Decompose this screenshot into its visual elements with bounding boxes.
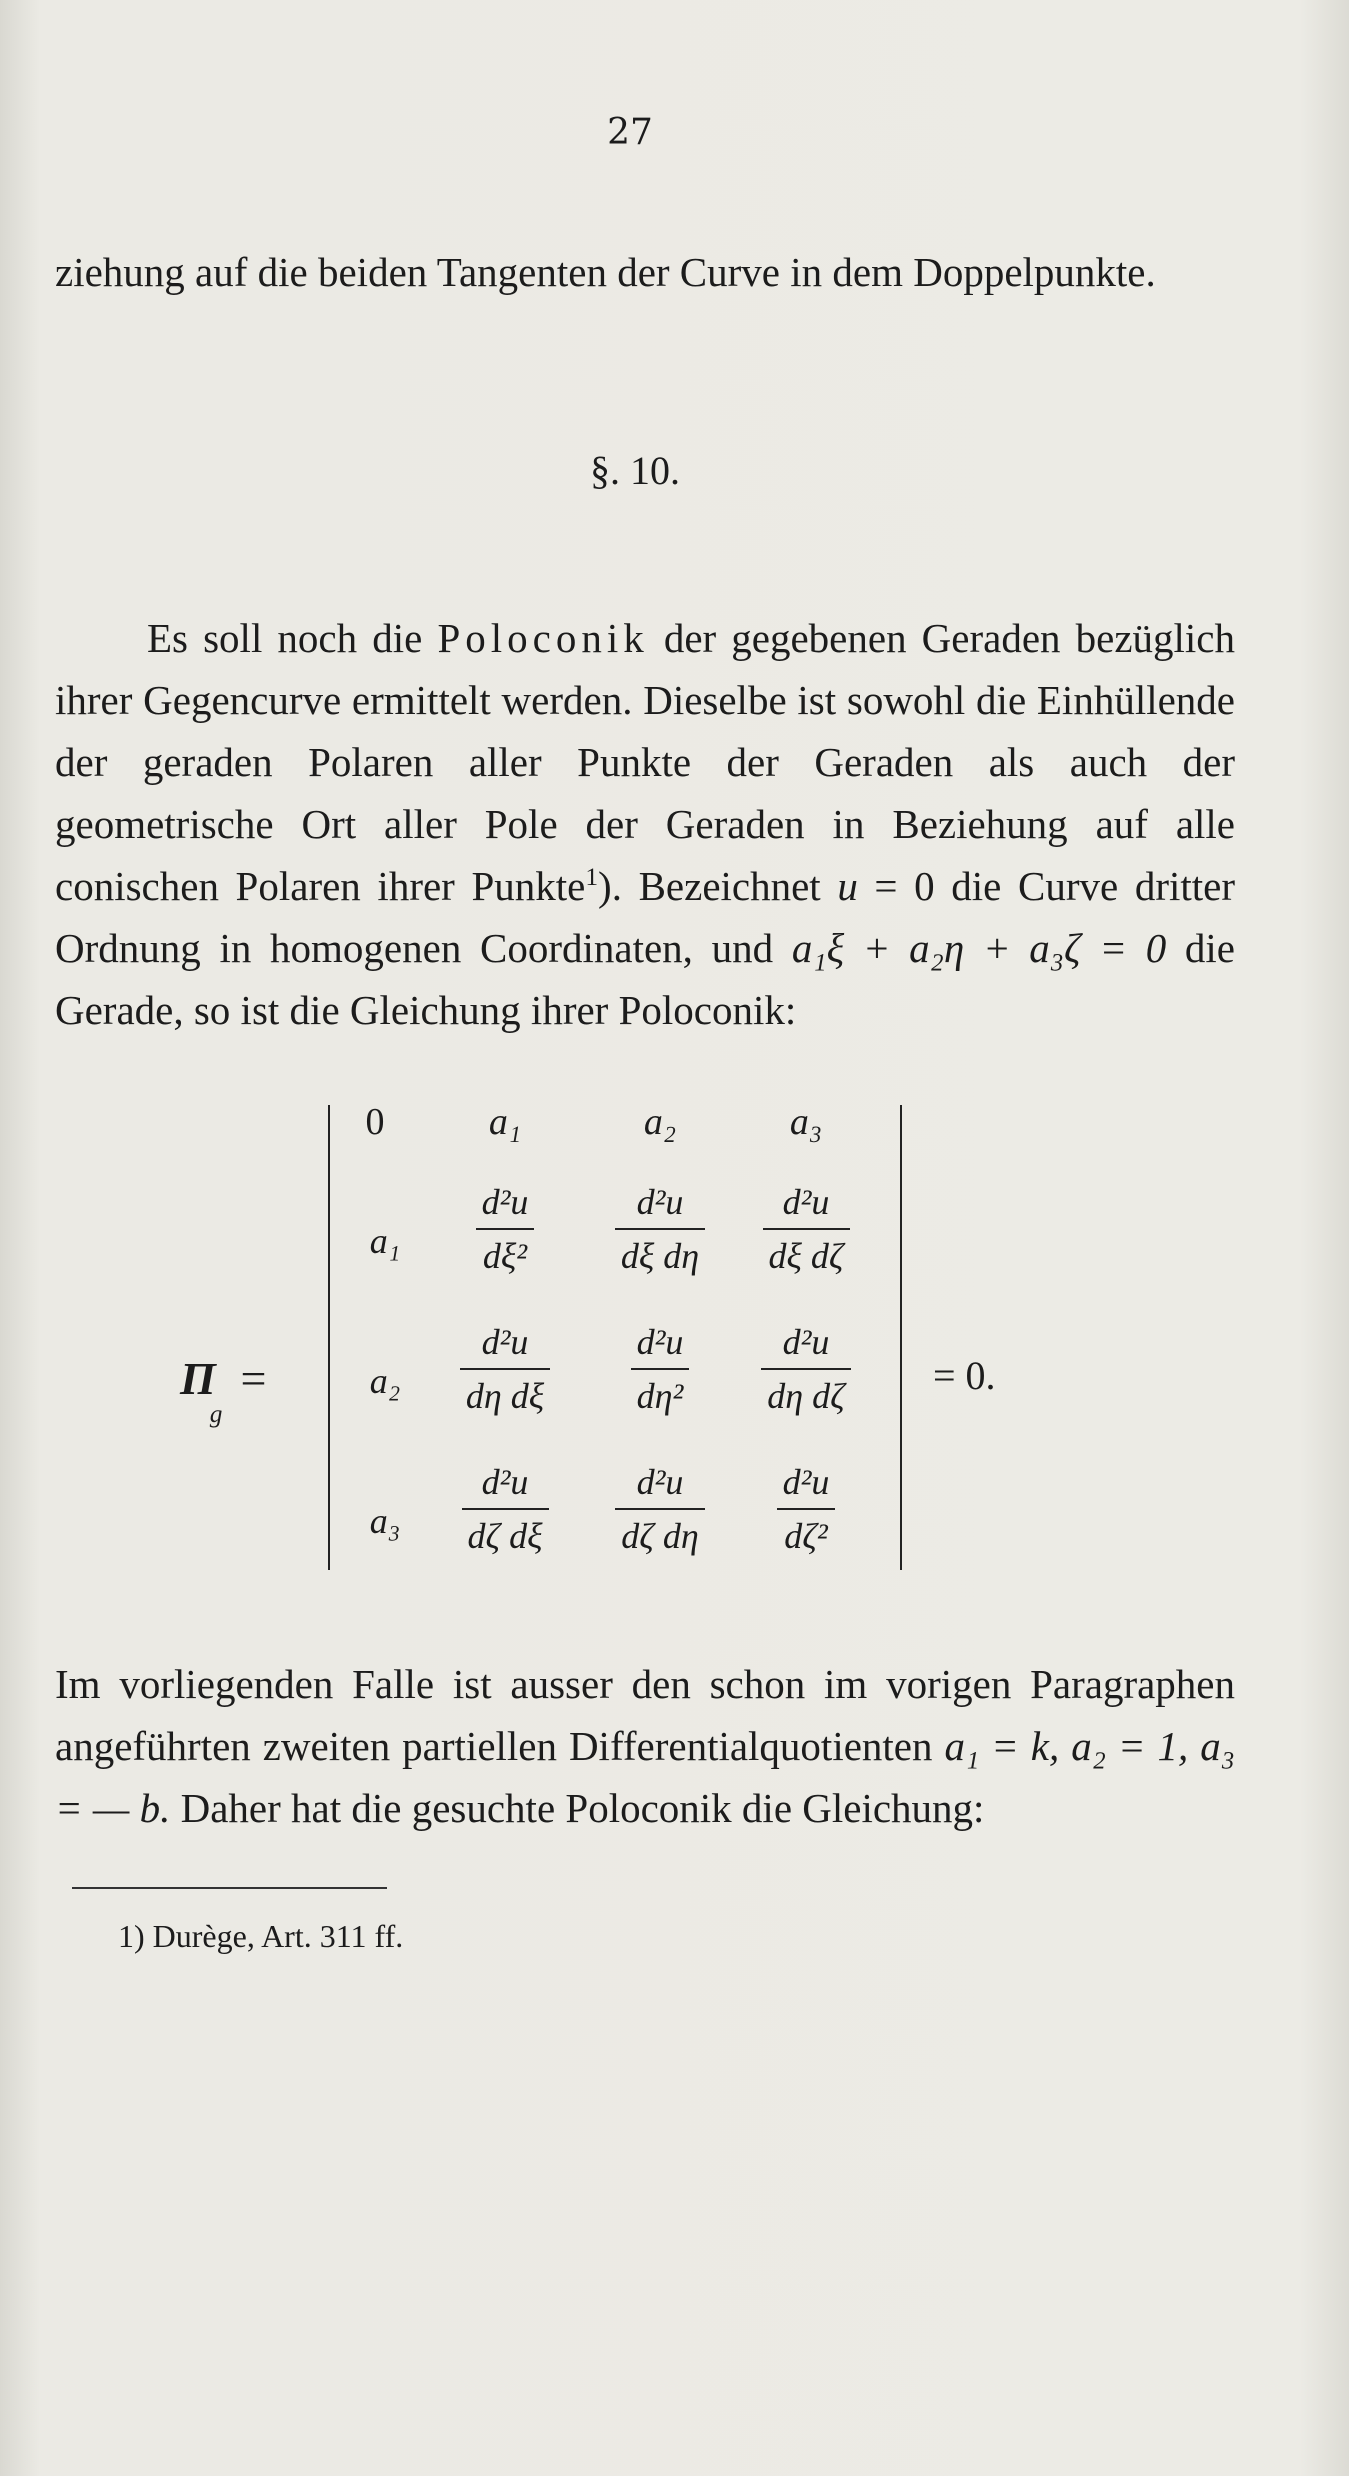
paragraph-text: ziehung auf die beiden Tangenten der Curve in dem Doppelpunkte. <box>55 249 1156 295</box>
fraction-numerator: d²u <box>615 1180 705 1230</box>
variable-u: u <box>837 863 858 909</box>
matrix-cell <box>435 1460 575 1558</box>
page-number: 27 <box>607 112 653 153</box>
matrix-cell <box>736 1320 876 1418</box>
fraction-denominator: dξ dη <box>620 1236 700 1276</box>
matrix-cell <box>590 1460 730 1558</box>
footnote-divider <box>72 1887 387 1889</box>
matrix-header-a1: a₁ <box>488 1101 522 1143</box>
fraction-numerator: d²u <box>777 1460 836 1510</box>
fraction-numerator: d²u <box>763 1180 850 1230</box>
matrix-cell <box>736 1180 876 1278</box>
equation-rhs: = 0. <box>933 1353 996 1398</box>
paragraph-conclusion <box>55 1653 1235 1839</box>
matrix-row-label-a1: a₁ <box>369 1221 401 1261</box>
matrix-row-label-a2: a₂ <box>369 1361 401 1401</box>
pi-subscript: g <box>209 1399 223 1428</box>
fraction-numerator: d²u <box>615 1460 704 1510</box>
footnote-marker: 1 <box>585 862 599 891</box>
matrix-cell <box>435 1180 575 1278</box>
line-equation: a₁ξ + a₂η + a₃ζ = 0 <box>791 925 1167 971</box>
matrix-cell <box>435 1320 575 1418</box>
text-run: = 0 die Curve dritter Ordnung in homogenen Coordinaten, und <box>55 863 1236 971</box>
fraction-denominator: dζ dη <box>621 1516 699 1556</box>
fraction-denominator: dη² <box>636 1376 684 1416</box>
paragraph-poloconik <box>55 607 1235 1041</box>
matrix-cell <box>590 1320 730 1418</box>
fraction-denominator: dζ² <box>784 1516 828 1556</box>
text-run: Daher hat die gesuchte Poloconik die Gleichung: <box>170 1785 985 1831</box>
matrix-cell <box>736 1460 876 1558</box>
equation-lhs <box>180 1352 267 1428</box>
equals-sign: = <box>240 1353 267 1404</box>
fraction-denominator: dξ dζ <box>768 1236 844 1276</box>
fraction-numerator: d²u <box>476 1180 535 1230</box>
matrix-cell <box>590 1180 730 1278</box>
pi-symbol: Π <box>180 1353 216 1404</box>
fraction-denominator: dζ dξ <box>467 1516 543 1556</box>
fraction-denominator: dη dζ <box>767 1376 845 1416</box>
text-run: Im vorliegenden Falle ist ausser den schon im vorigen Paragraphen angeführten zweiten partiellen Differentialquotienten <box>55 1661 1235 1769</box>
section-heading: §. 10. <box>590 448 680 493</box>
text-run: die Gerade, so ist die Gleichung ihrer Poloconik: <box>55 925 1235 1033</box>
spaced-term: Poloconik <box>437 615 649 661</box>
coefficient-values: a₁ = k, a₂ = 1, a₃ = — b. <box>55 1723 1235 1831</box>
fraction-denominator: dξ² <box>482 1236 528 1276</box>
determinant-right-bar <box>900 1105 902 1570</box>
fraction-numerator: d²u <box>761 1320 850 1370</box>
text-run: ). Bezeichnet <box>598 863 838 909</box>
fraction-denominator: dη dξ <box>465 1376 545 1416</box>
fraction-numerator: d²u <box>631 1320 690 1370</box>
fraction-numerator: d²u <box>462 1460 549 1510</box>
matrix-header-0: 0 <box>365 1101 385 1143</box>
fraction-numerator: d²u <box>460 1320 550 1370</box>
text-run: Es soll noch die <box>147 615 438 661</box>
matrix-row-label-a3: a₃ <box>369 1501 401 1541</box>
text-run: der gegebenen Geraden bezüglich ihrer Gegencurve ermittelt werden. Dieselbe ist sowohl die Einhüllende der geraden Polaren aller Punkte der Geraden als auch der geometrische Ort aller Pole der Geraden in Beziehung auf alle conischen Polaren ihrer Punkte <box>55 615 1236 909</box>
paragraph-continuation <box>55 241 1235 303</box>
determinant-left-bar <box>328 1105 330 1570</box>
matrix-header-a3: a₃ <box>789 1101 823 1143</box>
matrix-header-a2: a₂ <box>643 1101 677 1143</box>
footnote: 1) Durège, Art. 311 ff. <box>118 1918 404 1954</box>
